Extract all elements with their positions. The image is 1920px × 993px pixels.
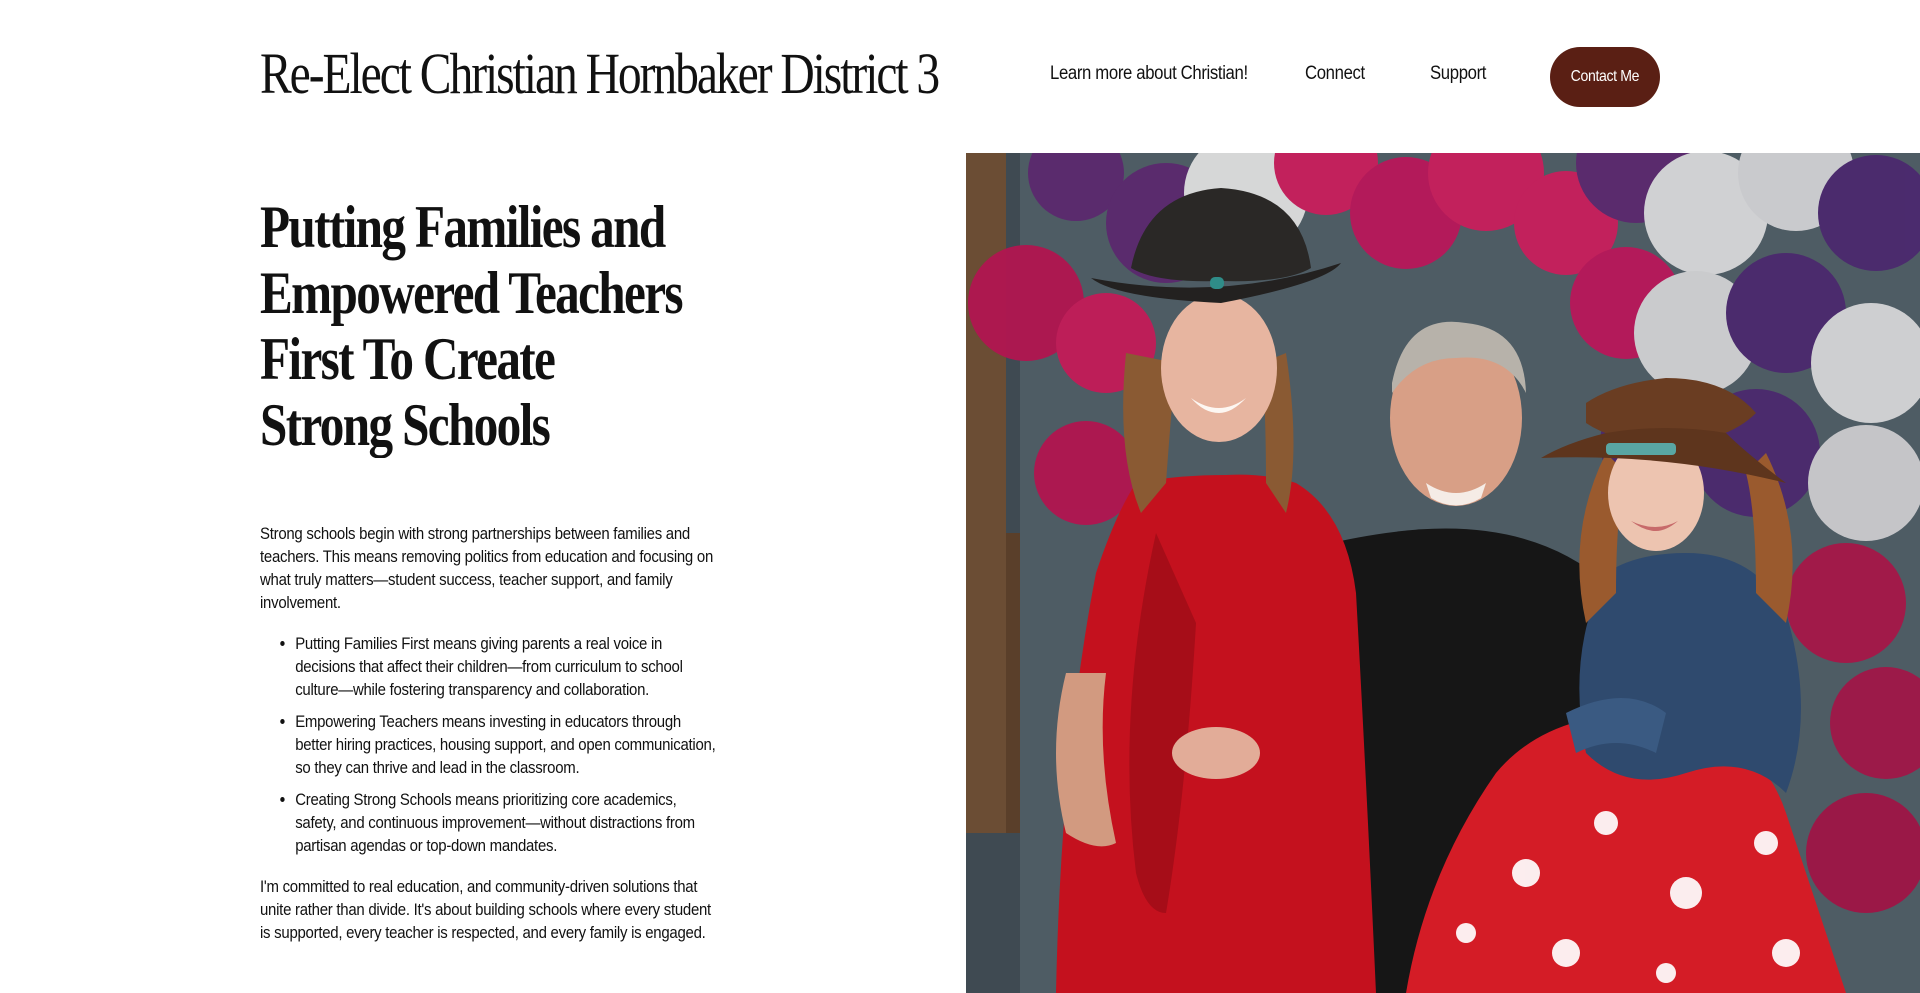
platform-content: [260, 522, 718, 944]
contact-me-button[interactable]: [1550, 47, 1660, 107]
list-item: • Creating Strong Schools means prioritizing core academics, safety, and continuous improvement—without distractions from partisan agendas or top-down mandates.: [295, 788, 717, 857]
closing-paragraph: I'm committed to real education, and community-driven solutions that unite rather than divide. It's about building schools where every student is supported, every teacher is respected, and every family is engaged.: [260, 877, 711, 942]
hero-heading: Putting Families and Empowered Teachers First To Create Strong Schools: [260, 194, 682, 458]
list-item: • Empowering Teachers means investing in educators through better hiring practices, housing support, and open communication, so they can thrive and lead in the classroom.: [295, 710, 717, 779]
nav-link-connect[interactable]: Connect: [1305, 63, 1365, 84]
site-header: [0, 0, 1920, 150]
nav-link-support[interactable]: Support: [1430, 63, 1487, 84]
platform-bullet-list: [260, 632, 718, 857]
intro-paragraph: Strong schools begin with strong partnerships between families and teachers. This means removing politics from education and focusing on what truly matters—student success, teacher support, and family involvement.: [260, 524, 714, 612]
site-title[interactable]: Re-Elect Christian Hornbaker District 3: [260, 41, 939, 106]
contact-me-label: Contact Me: [1570, 68, 1640, 85]
list-item: • Putting Families First means giving parents a real voice in decisions that affect their children—from curriculum to school culture—while fostering transparency and collaboration.: [295, 632, 717, 701]
family-photo: [966, 153, 1920, 993]
nav-link-learn-more[interactable]: Learn more about Christian!: [1050, 63, 1248, 84]
